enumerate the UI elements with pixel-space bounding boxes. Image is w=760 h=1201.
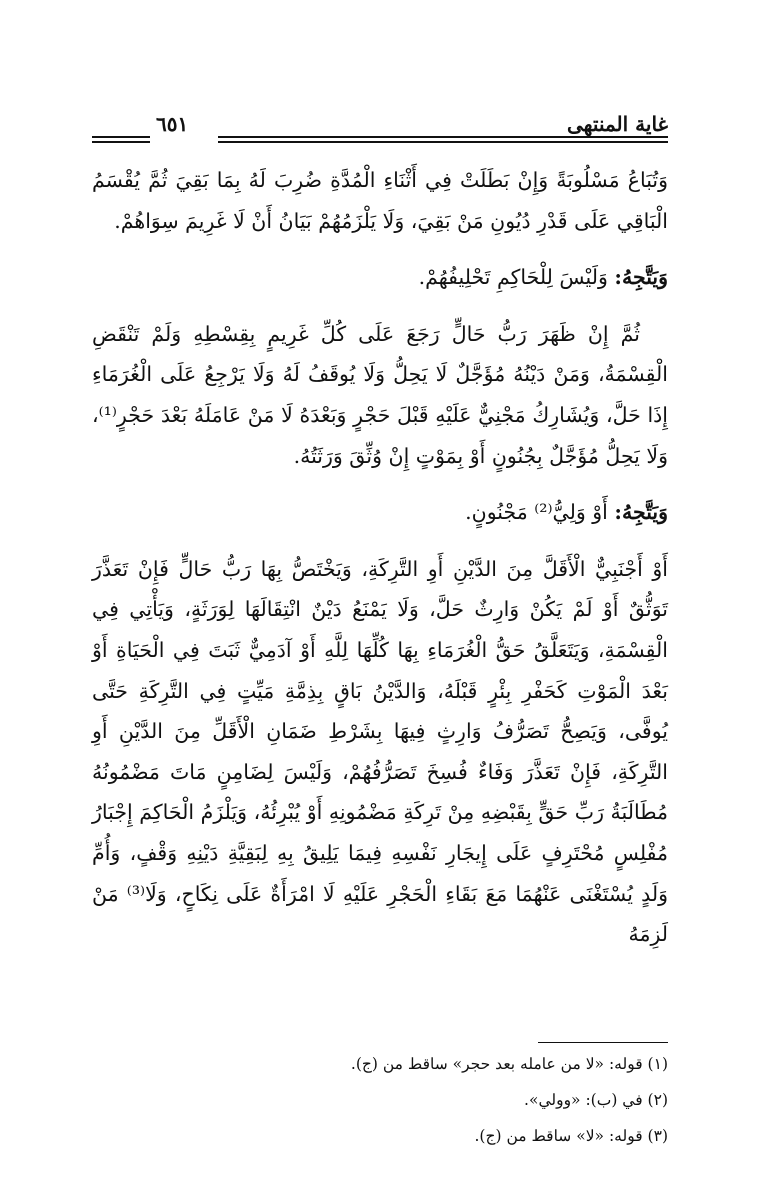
directive-label: وَيَتَّجِهُ: [614,500,668,525]
paragraph-4 [92,492,668,533]
footnote-2: (٢) في (ب): «وولي». [524,1091,668,1109]
paragraph-2 [92,257,668,298]
footnote-separator [538,1042,668,1043]
footnote-1: (١) قوله: «لا من عامله بعد حجر» ساقط من (ج). [350,1055,668,1073]
main-text [92,160,668,955]
paragraph-2-text: وَلَيْسَ لِلْحَاكِمِ تَحْلِيفُهُمْ. [418,265,608,290]
paragraph-3: ثُمَّ إِنْ ظَهَرَ رَبُّ حَالٍّ رَجَعَ عَلَى كُلِّ غَرِيمٍ بِقِسْطِهِ وَلَمْ تَنْقَضِ الْقِسْمَةُ، وَمَنْ دَيْنُهُ مُؤَجَّلٌ لَا يَحِلُّ وَلَا يُوقَفُ لَهُ وَلَا يَرْجِعُ عَلَى الْغُرَمَاءِ إِذَا حَلَّ، وَيُشَارِكُ مَجْنِيٌّ عَلَيْهِ قَبْلَ حَجْرٍ وَبَعْدَهُ لَا مَنْ عَامَلَهُ بَعْدَ حَجْرٍ⁽¹⁾، وَلَا يَحِلُّ مُؤَجَّلٌ بِجُنُونٍ أَوْ بِمَوْتٍ إِنْ وُثِّقَ وَرَثَتُهُ. [92,321,668,468]
footnote-3: (٣) قوله: «لا» ساقط من (ج). [474,1127,668,1145]
header-rule-left [92,136,150,143]
footnotes [92,1046,668,1154]
directive-label: وَيَتَّجِهُ: [614,265,668,290]
paragraph-5: أَوْ أَجْنَبِيٌّ الْأَقَلَّ مِنَ الدَّيْنِ أَوِ التَّرِكَةِ، وَيَخْتَصُّ بِهَا رَبُّ حَالٍّ فَإِنْ تَعَذَّرَ تَوَثُّقٌ أَوْ لَمْ يَكُنْ وَارِثٌ حَلَّ، وَلَا يَمْنَعُ دَيْنٌ انْتِقَالَهَا لِوَرَثَةٍ، وَيَأْتِي فِي الْقِسْمَةِ، وَيَتَعَلَّقُ حَقُّ الْغُرَمَاءِ بِهَا كُلِّهَا لِلَّهِ أَوْ آدَمِيٌّ ثَبَتَ فِي الْحَيَاةِ أَوْ بَعْدَ الْمَوْتِ كَحَفْرِ بِئْرٍ قَبْلَهُ، وَالدَّيْنُ بَاقٍ بِذِمَّةِ مَيِّتٍ فِي التَّرِكَةِ حَتَّى يُوفَّى، وَيَصِحُّ تَصَرُّفُ وَارِثٍ فِيهَا بِشَرْطِ ضَمَانِ الْأَقَلِّ مِنَ الدَّيْنِ أَوِ التَّرِكَةِ، فَإِنْ تَعَذَّرَ وَفَاءٌ فُسِخَ تَصَرُّفُهُمْ، وَلَيْسَ لِضَامِنٍ مَاتَ مَضْمُونُهُ مُطَالَبَةُ رَبِّ حَقٍّ بِقَبْضِهِ مِنْ تَرِكَةِ مَضْمُونِهِ أَوْ يُبْرِئُهُ، وَيَلْزَمُ الْحَاكِمَ إِجْبَارُ مُفْلِسٍ مُحْتَرِفٍ عَلَى إِيجَارِ نَفْسِهِ فِيمَا يَلِيقُ بِهِ لِبَقِيَّةِ دَيْنِهِ وَقْفٍ، وَأُمِّ وَلَدٍ يُسْتَغْنَى عَنْهُمَا مَعَ بَقَاءِ الْحَجْرِ عَلَيْهِ لَا امْرَأَةٌ عَلَى نِكَاحٍ، وَلَا⁽³⁾ مَنْ لَزِمَهُ [92,556,668,947]
paragraph-1: وَتُبَاعُ مَسْلُوبَةً وَإِنْ بَطَلَتْ فِي أَثْنَاءِ الْمُدَّةِ ضُرِبَ لَهُ بِمَا بَقِيَ ثُمَّ يُقْسَمُ الْبَاقِي عَلَى قَدْرِ دُيُونِ مَنْ بَقِيَ، وَلَا يَلْزَمُهُمْ بَيَانُ أَنْ لَا غَرِيمَ سِوَاهُمْ. [92,168,668,233]
paragraph-4-text: أَوْ وَلِيُّ⁽²⁾ مَجْنُونٍ. [465,500,608,525]
header-rule-main [218,136,668,143]
running-header [92,112,668,146]
page-number: ٦٥١ [156,112,189,136]
book-title: غاية المنتهى [567,112,668,136]
